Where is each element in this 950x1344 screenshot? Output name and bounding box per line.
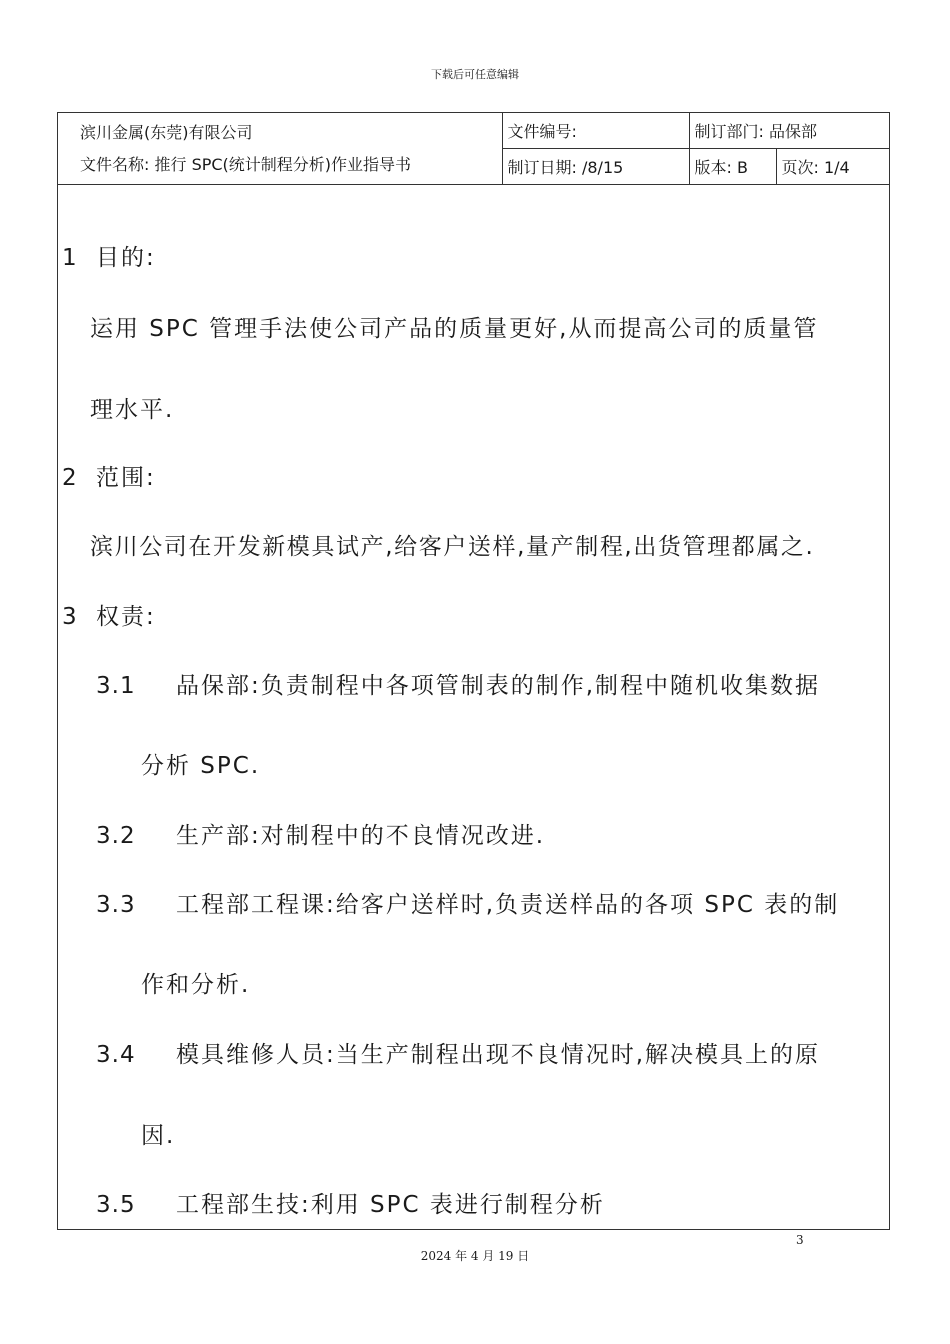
paragraph-line: 运用 SPC 管理手法使公司产品的质量更好,从而提高公司的质量管 — [90, 316, 819, 342]
section-heading — [62, 239, 156, 272]
paragraph-line: 滨川公司在开发新模具试产,给客户送样,量产制程,出货管理都属之. — [90, 534, 815, 560]
footer-date: 2024 年 4 月 19 日 — [420, 1249, 530, 1263]
section-title: 范围: — [96, 465, 156, 491]
section-title: 目的: — [96, 245, 156, 271]
section-title: 权责: — [96, 604, 156, 630]
sub-item — [96, 817, 545, 850]
top-note: 下载后可任意编辑 — [431, 68, 519, 81]
sub-item-number: 3.1 — [96, 673, 136, 699]
section-number: 1 — [62, 245, 79, 271]
footer-page-number: 3 — [796, 1233, 804, 1247]
issue-date: 制订日期: /8/15 — [502, 149, 689, 185]
sub-item-text: 工程部生技:利用 SPC 表进行制程分析 — [176, 1192, 605, 1218]
page-count: 页次: 1/4 — [776, 149, 889, 185]
sub-item-text: 品保部:负责制程中各项管制表的制作,制程中随机收集数据 — [176, 673, 821, 699]
sub-item — [96, 667, 820, 700]
sub-item-text: 模具维修人员:当生产制程出现不良情况时,解决模具上的原 — [176, 1042, 821, 1068]
sub-item — [96, 886, 839, 919]
sub-item-number: 3.4 — [96, 1042, 136, 1068]
section-heading — [62, 598, 156, 631]
sub-item-number: 3.2 — [96, 823, 136, 849]
sub-item-continuation: 作和分析. — [141, 972, 251, 998]
sub-item — [96, 1036, 820, 1069]
file-name: 文件名称: 推行 SPC(统计制程分析)作业指导书 — [80, 154, 412, 174]
section-heading — [62, 459, 156, 492]
sub-item-continuation: 分析 SPC. — [141, 753, 261, 779]
paragraph-line: 理水平. — [90, 397, 175, 423]
document-header-table — [58, 113, 889, 185]
sub-item-text: 工程部工程课:给客户送样时,负责送样品的各项 SPC 表的制 — [176, 892, 840, 918]
company-name: 滨川金属(东莞)有限公司 — [80, 122, 253, 142]
document-frame — [57, 112, 890, 1230]
section-number: 3 — [62, 604, 79, 630]
department: 制订部门: 品保部 — [689, 113, 889, 149]
company-cell — [58, 113, 502, 185]
doc-number: 文件编号: — [502, 113, 689, 149]
sub-item — [96, 1186, 605, 1219]
sub-item-continuation: 因. — [141, 1123, 176, 1149]
sub-item-text: 生产部:对制程中的不良情况改进. — [176, 823, 546, 849]
sub-item-number: 3.3 — [96, 892, 136, 918]
section-number: 2 — [62, 465, 79, 491]
sub-item-number: 3.5 — [96, 1192, 136, 1218]
version: 版本: B — [689, 149, 776, 185]
